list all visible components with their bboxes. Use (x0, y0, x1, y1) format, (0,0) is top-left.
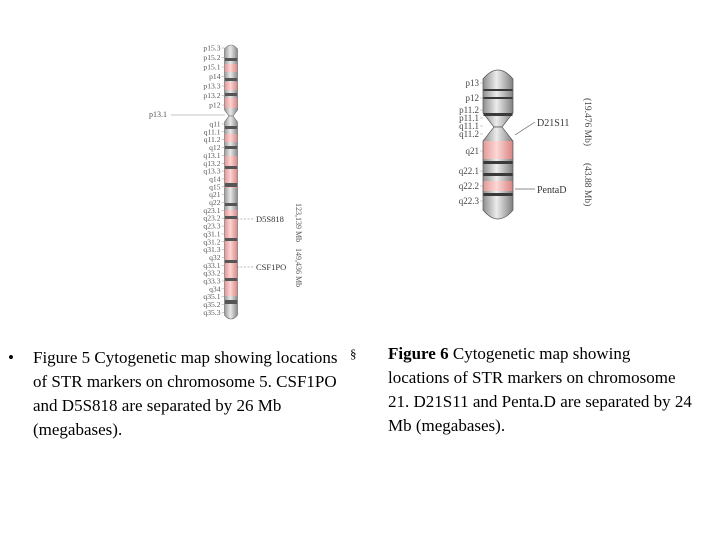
figure-6-text: Cytogenetic map showing locations of STR markers on chromosome 21. D21S11 and Penta.D are separated by 24 Mb (megabases). (388, 344, 692, 435)
marker-csf1po (237, 262, 286, 272)
chromosome-5-side-band-label: p13.1 (149, 110, 167, 119)
band-label: q22.1 (458, 166, 479, 176)
chromosome-21-figure (435, 65, 605, 230)
figure-5-text: Cytogenetic map showing locations of STR markers on chromosome 5. CSF1PO and D5S818 are separated by 26 Mb (megabases). (33, 348, 338, 439)
band-label: q23.2 (203, 213, 221, 223)
band-label: q33.2 (203, 268, 221, 278)
band-label: q31.2 (203, 237, 221, 247)
marker-pentad-label: PentaD (537, 185, 567, 196)
band-label: q22.3 (458, 196, 479, 206)
chromosome-5-body (225, 45, 238, 319)
band-label: q21 (209, 190, 221, 200)
band-label: q14 (209, 174, 221, 184)
band-label: q35.1 (203, 292, 221, 302)
chromosome-5-figure (145, 38, 315, 323)
chromosome-21-body (483, 70, 513, 219)
band-label: q23.3 (203, 221, 221, 231)
square-bullet-icon: § (350, 346, 357, 361)
band-label: q31.1 (203, 229, 221, 239)
band-label: p13.3 (203, 81, 221, 91)
band-label: p12 (465, 93, 479, 103)
band-label: p11.2 (459, 105, 479, 115)
band-label: p15.3 (203, 43, 221, 53)
marker-d5s818-label: D5S818 (256, 214, 284, 224)
figure-6-label: Figure 6 (388, 344, 449, 363)
figure-5-label: Figure 5 (33, 348, 91, 367)
band-label: q22.2 (458, 181, 479, 191)
band-label: q32 (209, 252, 221, 262)
chromosome-5-band-labels (203, 44, 224, 317)
band-label: q13.3 (203, 166, 221, 176)
band-label: p15.1 (203, 62, 221, 72)
marker-pentad-position: (43.88 Mb) (582, 163, 592, 207)
marker-pentad (515, 185, 566, 196)
band-label: q35.3 (203, 307, 221, 317)
band-label: q23.1 (203, 205, 221, 215)
marker-csf1po-label: CSF1PO (256, 262, 287, 272)
marker-d5s818-position: 123,139 Mb (294, 203, 303, 243)
band-label: p11.1 (459, 113, 479, 123)
band-label: q15 (209, 182, 221, 192)
bullet-icon: • (8, 348, 14, 367)
band-label: q11.1 (203, 127, 221, 137)
chromosome-21-band-labels (459, 78, 483, 206)
band-label: q13.1 (203, 150, 221, 160)
band-label: p14 (209, 72, 221, 81)
marker-d21s11-label: D21S11 (537, 118, 570, 129)
band-label: q33.1 (203, 260, 221, 270)
band-label: p12 (209, 100, 221, 110)
chromosome-5-ideogram (145, 38, 315, 323)
band-label: q35.2 (203, 300, 221, 310)
band-label: q13.2 (203, 158, 221, 168)
marker-d21s11-position: (19.476 Mb) (582, 98, 592, 147)
band-label: q12 (209, 143, 221, 153)
band-label: p15.2 (203, 53, 221, 62)
band-label: p13.2 (203, 91, 221, 100)
chromosome-21-ideogram (435, 65, 605, 230)
band-label: q33.3 (203, 276, 221, 286)
band-label: q11.1 (459, 121, 479, 131)
band-label: p13 (465, 78, 479, 88)
band-label: q34 (209, 284, 221, 294)
band-label: q22 (209, 198, 221, 207)
band-label: q11.2 (459, 129, 479, 139)
marker-d21s11 (515, 118, 569, 135)
marker-csf1po-position: 149,436 Mb (294, 248, 303, 288)
band-label: q11.2 (203, 135, 221, 145)
band-label: q31.3 (203, 245, 221, 255)
band-label: q11 (209, 119, 221, 129)
marker-d5s818 (237, 214, 284, 224)
band-label: q21 (465, 146, 479, 156)
